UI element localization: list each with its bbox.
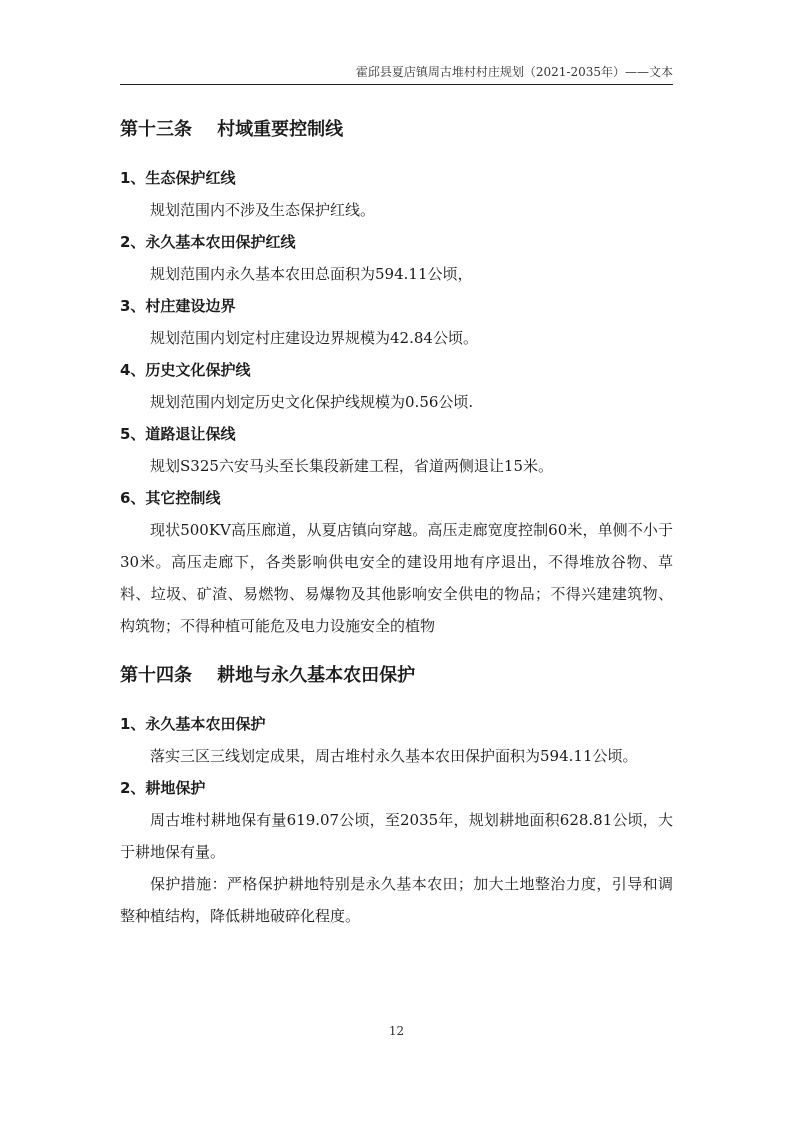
- section-item: [120, 482, 673, 642]
- paragraph: 保护措施：严格保护耕地特别是永久基本农田；加大土地整治力度，引导和调整种植结构，降低耕地破碎化程度。: [120, 875, 673, 925]
- section-title-14: 第十四条 耕地与永久基本农田保护: [120, 665, 416, 686]
- subsection-title: 4、历史文化保护线: [120, 361, 251, 379]
- subsection-title: 5、道路退让保线: [120, 425, 236, 443]
- header-text: 霍邱县夏店镇周古堆村村庄规划（2021-2035年）——文本: [355, 65, 673, 79]
- section-item: [120, 290, 673, 354]
- section-title-13: 第十三条 村域重要控制线: [120, 119, 344, 140]
- page-header: [120, 64, 673, 85]
- subsection-title: 6、其它控制线: [120, 489, 221, 507]
- section-item: [120, 354, 673, 418]
- paragraph: 落实三区三线划定成果，周古堆村永久基本农田保护面积为594.11公顷。: [150, 747, 638, 765]
- subsection-title: 1、永久基本农田保护: [120, 715, 266, 733]
- paragraph: 规划范围内划定历史文化保护线规模为0.56公顷.: [150, 393, 474, 411]
- subsection-title: 1、生态保护红线: [120, 169, 236, 187]
- subsection-title: 3、村庄建设边界: [120, 297, 236, 315]
- subsection-title: 2、永久基本农田保护红线: [120, 233, 296, 251]
- document-body: [120, 110, 673, 932]
- page-number: 12: [388, 1024, 405, 1038]
- paragraph: 规划范围内永久基本农田总面积为594.11公顷，: [150, 265, 473, 283]
- section-item: [120, 162, 673, 226]
- section-item: [120, 772, 673, 932]
- paragraph: 规划范围内不涉及生态保护红线。: [150, 201, 376, 219]
- section-item: [120, 226, 673, 290]
- paragraph: 规划S325六安马头至长集段新建工程，省道两侧退让15米。: [150, 457, 553, 475]
- subsection-title: 2、耕地保护: [120, 779, 206, 797]
- paragraph: 现状500KV高压廊道，从夏店镇向穿越。高压走廊宽度控制60米，单侧不小于30米。高压走廊下，各类影响供电安全的建设用地有序退出，不得堆放谷物、草料、垃圾、矿渣、易燃物、易爆物及其他影响安全供电的物品；不得兴建建筑物、构筑物；不得种植可能危及电力设施安全的植物: [120, 521, 673, 635]
- section-item: [120, 418, 673, 482]
- section-item: [120, 708, 673, 772]
- paragraph: 周古堆村耕地保有量619.07公顷，至2035年，规划耕地面积628.81公顷，大于耕地保有量。: [120, 811, 673, 861]
- paragraph: 规划范围内划定村庄建设边界规模为42.84公顷。: [150, 329, 478, 347]
